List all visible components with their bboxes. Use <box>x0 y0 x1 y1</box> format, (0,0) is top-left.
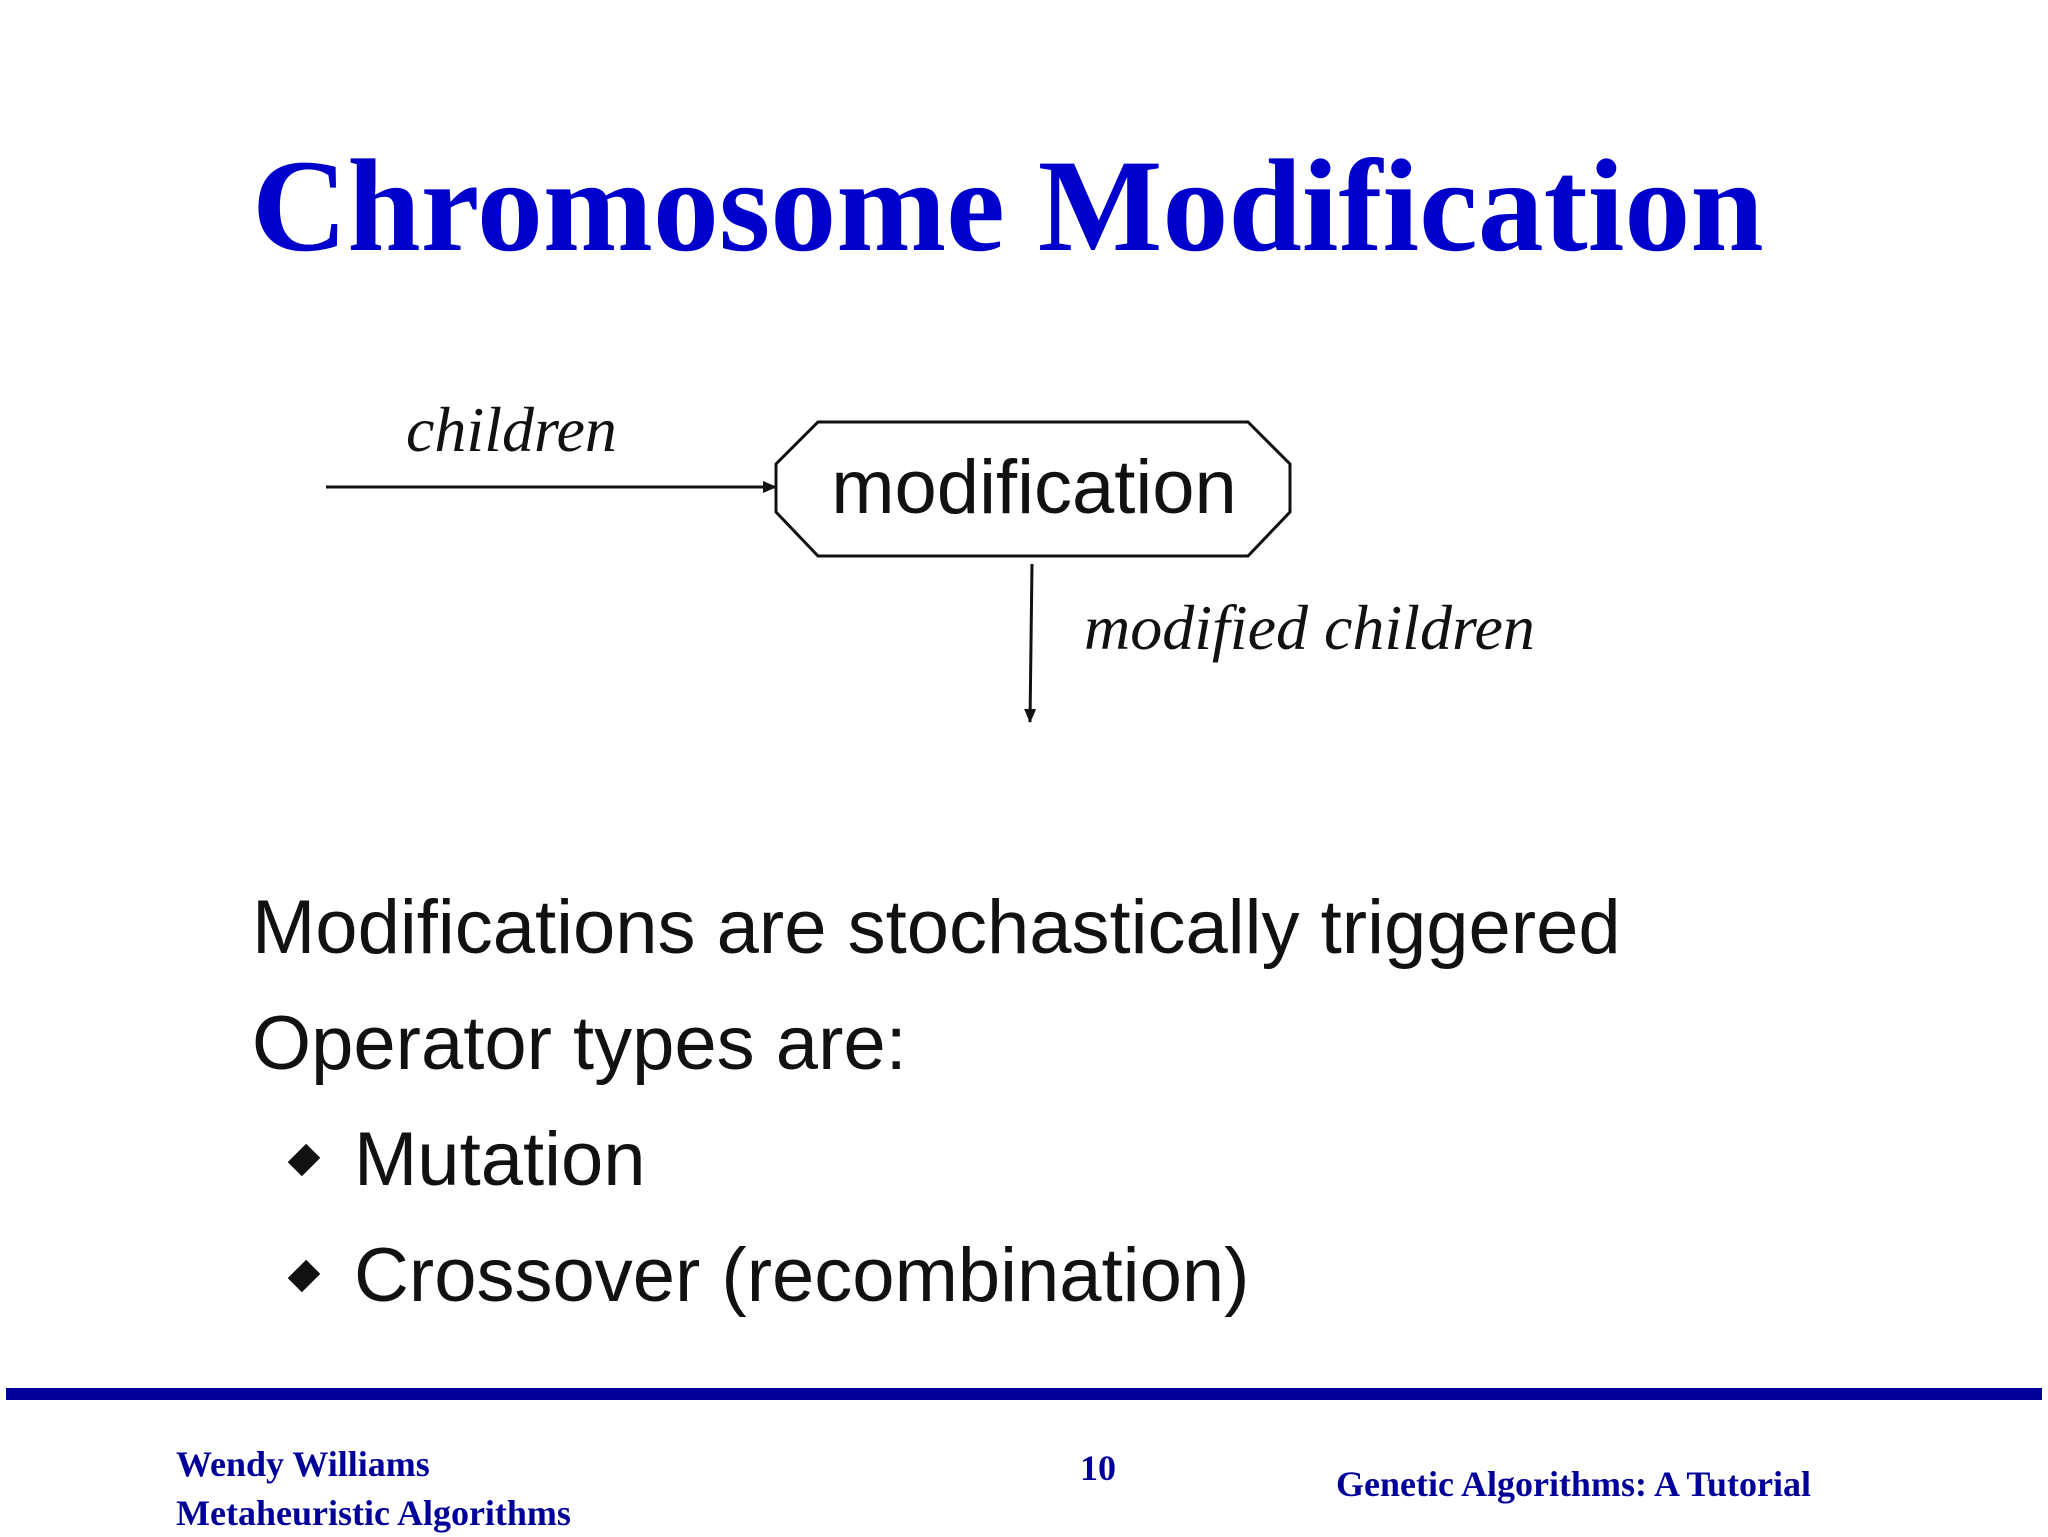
diamond-bullet-icon <box>288 1260 321 1293</box>
footer-divider <box>6 1388 2042 1400</box>
body-line-modifications: Modifications are stochastically triggered <box>252 885 1621 970</box>
footer-author: Wendy Williams <box>176 1444 430 1484</box>
page-number: 10 <box>1080 1448 1116 1488</box>
bullet-label-mutation: Mutation <box>354 1117 646 1202</box>
output-arrow <box>1030 564 1032 722</box>
process-label: modification <box>831 444 1237 530</box>
footer-course: Metaheuristic Algorithms <box>176 1492 571 1533</box>
bullet-label-crossover: Crossover (recombination) <box>354 1233 1250 1318</box>
input-label: children <box>406 394 617 465</box>
footer-author-block <box>176 1440 571 1537</box>
bullet-item <box>252 1102 1621 1218</box>
body-line-operator-types: Operator types are: <box>252 1001 907 1086</box>
slide-title: Chromosome Modification <box>252 132 1764 279</box>
footer-presentation-title: Genetic Algorithms: A Tutorial <box>1336 1464 1812 1504</box>
slide-body <box>252 870 1621 1334</box>
bullet-item <box>252 1218 1621 1334</box>
diamond-bullet-icon <box>288 1144 321 1177</box>
output-label: modified children <box>1084 592 1535 663</box>
